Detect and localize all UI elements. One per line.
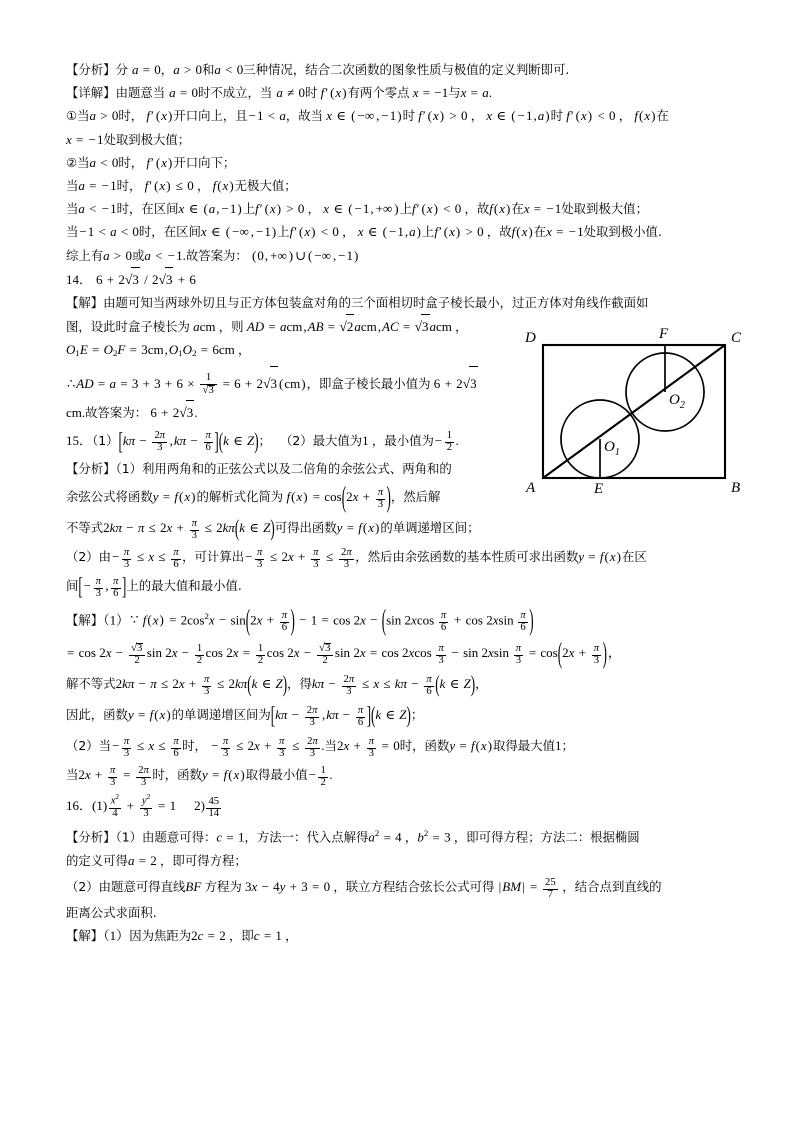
- q14-answer-line: 14． 6 + 2√3 / 2√3 + 6: [66, 267, 730, 291]
- q15-analysis-line1: 【分析】（1）利用两角和的正弦公式以及二倍角的余弦公式、两角和的: [66, 460, 452, 476]
- q16-solution-line1: 【解】（1）因为焦距为2c = 2 ，即c = 1 ，: [66, 928, 298, 944]
- label-f: F: [659, 326, 669, 342]
- q15-answer-line: 15．（1）[kπ − $\frac{2\pi}{3}$ ,kπ − $\frac{\pi}{6}$ ](k ∈ Z)； （2）最大值为1 ，最小值为− $\frac{1}{2}$ .: [66, 426, 459, 455]
- q15-analysis-line2: 余弦公式将函数y = f(x)的解析式化简为 f(x) = cos(2x + $\frac{\pi}{3}$ )，然后解: [66, 479, 441, 514]
- q15-solution-line2: = cos 2x − $\frac{√3}{2}$ sin 2x − $\frac{1}{2}$ cos 2x = $\frac{1}{2}$ cos 2x − $\frac{√3}{2}$ sin 2x = cos 2xcos $\frac{\pi}{3}$ − sin 2xsin $\frac{\pi}{3}$ = cos(2x + $\frac{\pi}{3}$ )，: [67, 635, 621, 670]
- q14-solution-line4: ∴AD = a = 3 + 3 + 6 × $\frac{1}{√3}$ = 6 + 2√3 (cm)，即盒子棱长最小值为 6 + 2√3: [66, 366, 730, 400]
- solution-label: 【解】: [66, 928, 104, 944]
- q15-solution-line4: 因此，函数y = f(x)的单调递增区间为[kπ − $\frac{2\pi}{3}$ ,kπ − $\frac{\pi}{6}$ ](k ∈ Z)；: [66, 700, 424, 729]
- label-c: C: [731, 330, 742, 346]
- q16-answer-line: 16．(1) $\frac{x^2}{4}$ + $\frac{y^2}{3}$ = 1 2) $\frac{45}{14}$: [66, 793, 220, 819]
- label-b: B: [731, 480, 741, 494]
- q13-case2a-line: 当a = −1时， f′ (x) ≤ 0 ， f(x)无极大值；: [66, 178, 297, 194]
- geometry-figure: [516, 322, 752, 494]
- fraction-one-over-sqrt3: $\frac{1}{√3}$: [200, 373, 216, 397]
- q13-detail-line: 【详解】由题意当 a = 0时不成立，当 a ≠ 0时 f′ (x)有两个零点 x = −1与x = a.: [66, 85, 492, 101]
- q15-number: 15．: [66, 432, 93, 448]
- q16-analysis-line4: 距离公式求面积.: [66, 905, 157, 921]
- q15-solution-line3: 解不等式2kπ − π ≤ 2x + $\frac{\pi}{3}$ ≤ 2kπ(k ∈ Z)，得kπ − $\frac{2\pi}{3}$ ≤ x ≤ kπ − $\frac{\pi}{6}$ (k ∈ Z)，: [66, 670, 488, 697]
- solution-label: 【解】: [66, 295, 104, 311]
- detail-label: 【详解】: [66, 85, 116, 101]
- enum-marker-1: ①: [66, 108, 78, 124]
- q13-case2b-line: 当a < −1时，在区间x ∈ (a, −1)上f′ (x) > 0 ， x ∈ ( −1, +∞ )上f′ (x) < 0 ，故f(x)在x = −1处取到极大值；: [66, 201, 648, 217]
- q14-solution-line3: $O_1E = O_2F = 3cm,O_1O_2 = 6cm$ ，: [66, 342, 251, 359]
- sqrt-3: √3: [125, 267, 140, 291]
- q13-case2c-line: 当−1 < a < 0时，在区间x ∈ ( −∞ , −1)上f′ (x) < 0 ， x ∈ ( −1,a)上f′ (x) > 0 ，故f(x)在x = −1处取到极小值.: [66, 224, 662, 240]
- q16-analysis-line2: 的定义可得a = 2 ，即可得方程；: [66, 852, 247, 868]
- analysis-label: 【分析】: [66, 62, 116, 77]
- q13-case1-line: ①当a > 0时， f′ (x)开口向上，且−1 < a，故当 x ∈ ( −∞ , −1)时 f′ (x) > 0 ， x ∈ ( −1,a)时 f′ (x) < 0 ， f(x)在: [66, 108, 669, 124]
- q15-analysis-line5: 间[− $\frac{\pi}{3}$ , $\frac{\pi}{6}$ ]上的最大值和最小值.: [66, 571, 242, 600]
- q14-solution-line5: cm.故答案为： 6 + 2√3.: [66, 400, 730, 424]
- q14-solution-line2: 图，设此时盒子棱长为 acm ，则 AD = acm,AB = √2acm,AC = √3acm ，: [66, 314, 730, 338]
- q16-analysis-line1: 【分析】（1）由题意可得：c = 1，方法一：代入点解得$a^2 = 4$ ，$b^2 = 3$ ，即可得方程；方法二：根据椭圆: [66, 828, 640, 845]
- q15-analysis-line3: 不等式2kπ − π ≤ 2x + $\frac{\pi}{3}$ ≤ 2kπ(k ∈ Z)可得出函数y = f(x)的单调递增区间；: [66, 514, 480, 541]
- q14-number: 14．: [66, 271, 93, 287]
- q15-analysis-line4: （2）由− $\frac{\pi}{3}$ ≤ x ≤ $\frac{\pi}{6}$ ，可计算出− $\frac{\pi}{3}$ ≤ 2x + $\frac{\pi}{3}$ ≤ $\frac{2\pi}{3}$ ，然后由余弦函数的基本性质可求出函数y = f(x)在区: [66, 546, 647, 570]
- analysis-label: 【分析】: [66, 829, 116, 845]
- document-body: [66, 58, 730, 947]
- q13-analysis-line: 【分析】分 a = 0，a > 0和a < 0三种情况，结合二次函数的图象性质与极值的定义判断即可.: [66, 62, 570, 77]
- label-o1: $O_1$: [604, 439, 620, 458]
- label-o2: $O_2$: [669, 392, 685, 411]
- q13-case2-line: ②当a < 0时， f′ (x)开口向下；: [66, 154, 236, 170]
- solution-label: 【解】: [66, 612, 104, 628]
- label-d: D: [525, 330, 536, 346]
- label-e: E: [594, 481, 604, 494]
- analysis-label: 【分析】: [66, 460, 116, 476]
- q15-solution-line6: 当2x + $\frac{\pi}{3}$ = $\frac{2\pi}{3}$ 时，函数y = f(x)取得最小值− $\frac{1}{2}$ .: [66, 764, 333, 788]
- q15-solution-line5: （2）当− $\frac{\pi}{3}$ ≤ x ≤ $\frac{\pi}{6}$ 时， − $\frac{\pi}{3}$ ≤ 2x + $\frac{\pi}{3}$ ≤ $\frac{2\pi}{3}$ .当2x + $\frac{\pi}{3}$ = 0时，函数y = f(x)取得最大值1；: [66, 735, 574, 759]
- q13-conclusion-line: 综上有a > 0或a < −1.故答案为： (0, +∞ ) ∪ ( −∞ , −1): [66, 247, 359, 263]
- q16-number: 16．: [66, 798, 93, 814]
- enum-marker-2: ②: [66, 154, 78, 170]
- label-a: A: [526, 480, 536, 494]
- q13-case1-cont-line: x = −1处取到极大值；: [66, 131, 191, 147]
- sqrt-3: √3: [158, 267, 173, 291]
- q15-solution-line1: 【解】（1）∵ $f(x) = 2\cos^2x - \sin(2x$ + $\frac{\pi}{6}$ ) − 1 = cos 2x − (sin 2xcos $\frac{\pi}{6}$ + cos 2xsin $\frac{\pi}{6}$ ): [66, 602, 534, 637]
- q14-solution-line1: 【解】由题可知当两球外切且与正方体包装盒对角的三个面相切时盒子棱长最小，过正方体对角线作截面如: [66, 295, 649, 311]
- q16-analysis-line3: （2）由题意可得直线BF 方程为 3x − 4y + 3 = 0 ，联立方程结合弦长公式可得 |BM| = $\frac{25}{7}$ ，结合点到直线的: [66, 876, 662, 900]
